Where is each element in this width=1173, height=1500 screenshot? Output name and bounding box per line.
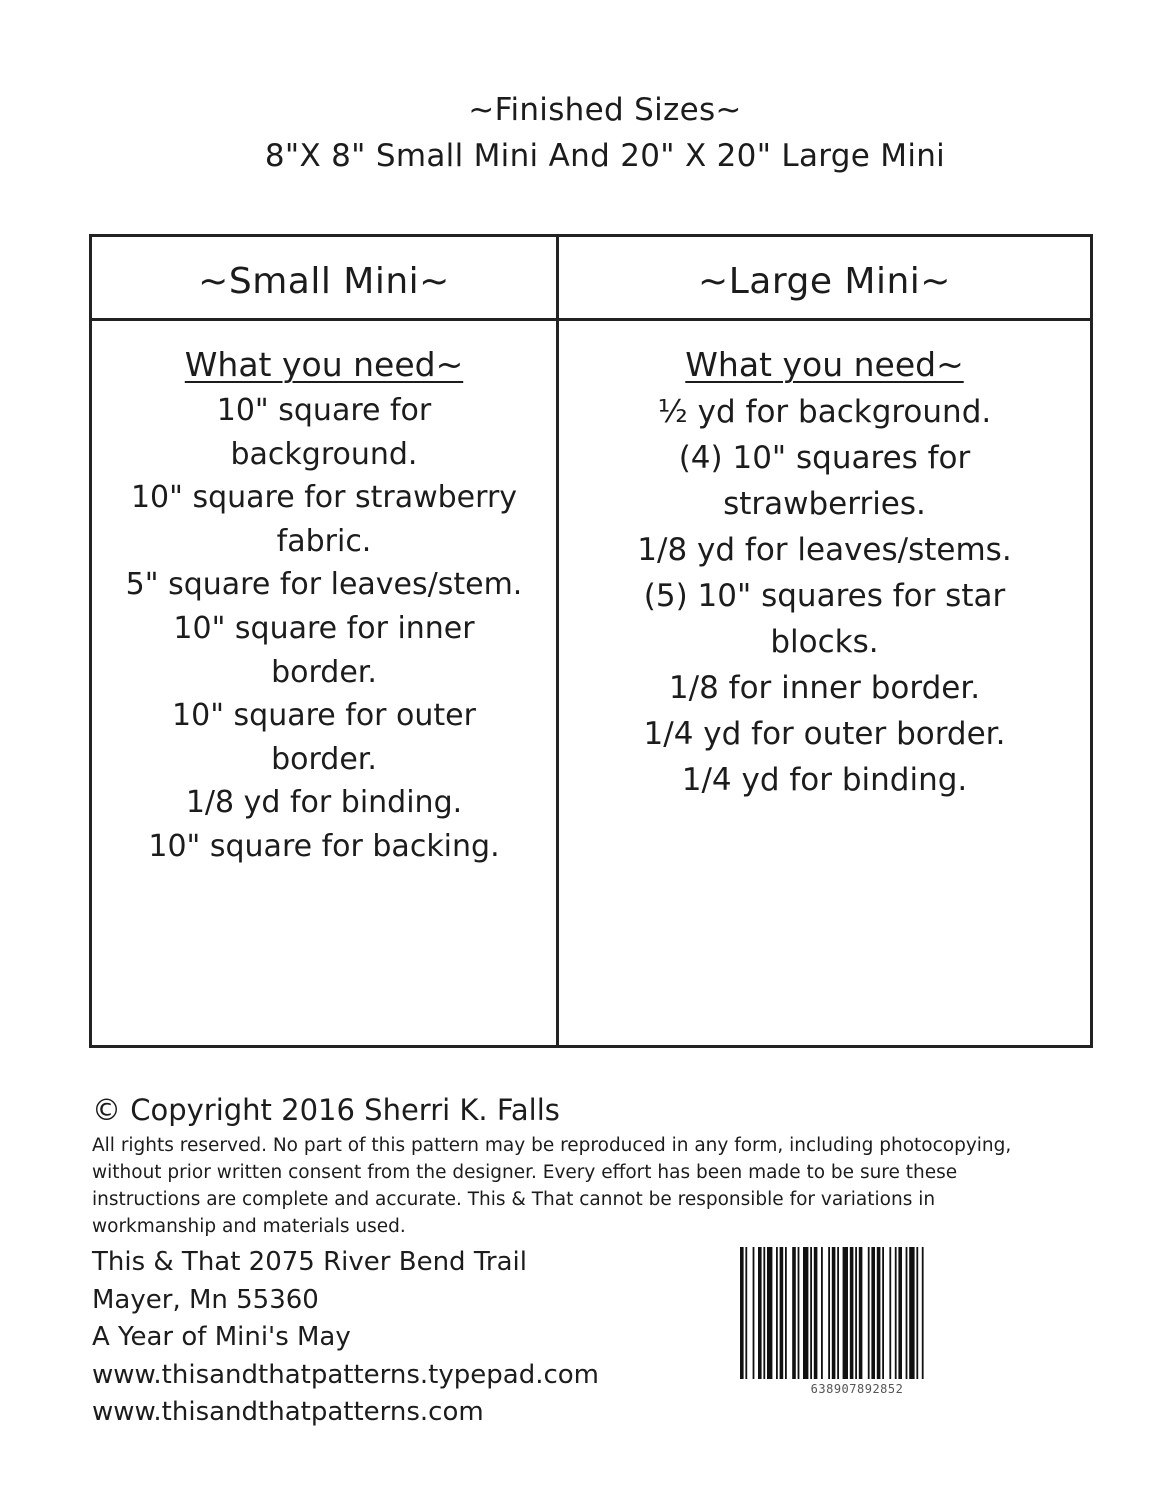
barcode-bar [909,1247,914,1379]
list-item: border. [271,741,377,777]
barcode-bar [922,1247,924,1379]
barcode-bar [763,1247,765,1379]
small-mini-heading: ~Small Mini~ [92,237,556,321]
barcode-bar [745,1247,747,1379]
barcode-bar [828,1247,830,1379]
barcode-bar [798,1247,800,1379]
barcode-bar [832,1247,836,1379]
pattern-name: A Year of Mini's May [92,1322,351,1352]
barcode-bar [792,1247,796,1379]
list-item: border. [271,654,377,690]
list-item: background. [230,436,418,472]
barcode-bar [859,1247,863,1379]
barcode-number: 638907892852 [810,1382,904,1396]
address-line: This & That 2075 River Bend Trail [92,1247,527,1277]
barcode-bar [758,1247,762,1379]
barcode-bar [895,1247,897,1379]
list-item: blocks. [770,624,879,660]
small-mini-items [92,389,556,869]
large-mini-column [559,237,1090,1045]
finished-sizes-header [0,88,1173,180]
rights-notice: All rights reserved. No part of this pattern may be reproduced in any form, including photocopying, without prior written consent from the designer. Every effort has been made to be sure these instructions are complete and accurate. This & That cannot be responsible for variations in workmanship and materials used. [92,1135,1012,1237]
barcode-bar [855,1247,857,1379]
website-link[interactable]: www.thisandthatpatterns.com [92,1397,484,1427]
list-item: 10" square for backing. [148,828,500,864]
barcode [738,1247,976,1379]
list-item: 10" square for strawberry [130,480,518,516]
barcode-bar [898,1247,902,1379]
list-item: strawberries. [723,486,926,522]
barcode-bar [850,1247,854,1379]
list-item: 1/4 yd for outer border. [643,716,1006,752]
large-mini-items [559,389,1090,803]
small-mini-body [92,321,556,869]
list-item: 1/4 yd for binding. [681,762,968,798]
finished-sizes-title: ~Finished Sizes~ [468,92,742,128]
barcode-bar [810,1247,812,1379]
finished-sizes-subtitle: 8"X 8" Small Mini And 20" X 20" Large Mini [264,138,946,174]
list-item: 1/8 yd for binding. [185,785,463,821]
website-link[interactable]: www.thisandthatpatterns.typepad.com [92,1359,599,1390]
small-mini-need-label: What you need~ [184,345,464,384]
barcode-bar [889,1247,891,1379]
copyright-line: © Copyright 2016 Sherri K. Falls [92,1093,560,1127]
barcode-bar [740,1247,744,1379]
barcode-bar [814,1247,818,1379]
small-mini-column [92,237,559,1045]
barcode-bar [916,1247,918,1379]
barcode-bar [780,1247,784,1379]
list-item: 10" square for outer [172,698,476,734]
list-item: 1/8 for inner border. [668,670,981,706]
large-mini-need-label: What you need~ [685,345,964,384]
barcode-bar [821,1247,823,1379]
barcode-bar [776,1247,778,1379]
list-item: 10" square for inner [173,610,475,646]
large-mini-heading: ~Large Mini~ [559,237,1090,321]
large-mini-body [559,321,1090,803]
list-item: 10" square for [216,393,432,428]
barcode-bar [753,1247,755,1379]
barcode-bar [837,1247,839,1379]
barcode-bar [767,1247,772,1379]
requirements-table [89,234,1093,1048]
barcode-bar [803,1247,808,1379]
barcode-bar [877,1247,881,1379]
address-line: Mayer, Mn 55360 [92,1284,319,1315]
list-item: ½ yd for background. [657,394,992,430]
list-item: (4) 10" squares for [678,440,971,476]
barcode-bar [871,1247,875,1379]
list-item: fabric. [276,523,372,559]
list-item: 5" square for leaves/stem. [125,567,523,603]
barcode-bar [906,1247,908,1379]
list-item: 1/8 yd for leaves/stems. [637,532,1012,568]
barcode-bar [882,1247,884,1379]
barcode-bar [843,1247,848,1379]
barcode-bar [868,1247,870,1379]
barcode-bar [785,1247,787,1379]
list-item: (5) 10" squares for star [643,578,1006,614]
